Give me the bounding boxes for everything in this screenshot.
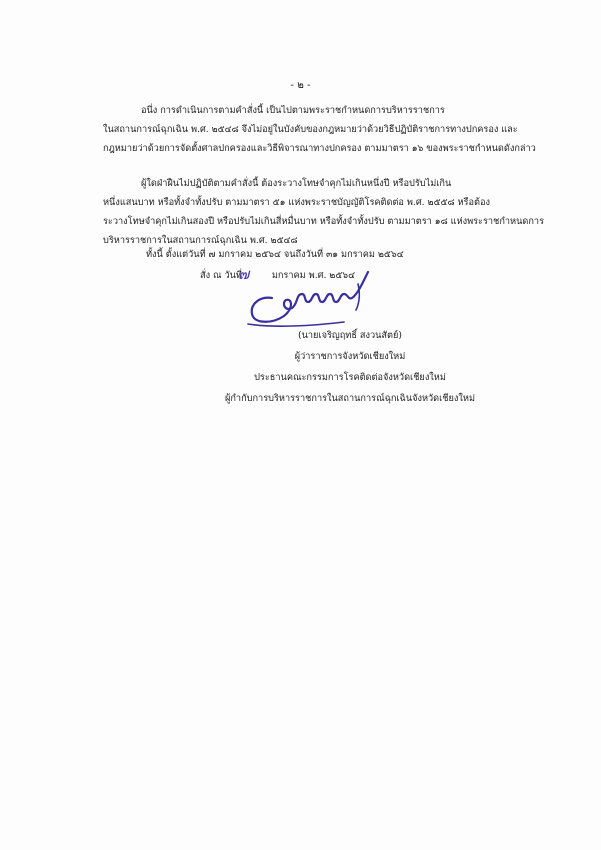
handwritten-signature — [232, 262, 382, 332]
paragraph-line: บริหารราชการในสถานการณ์ฉุกเฉิน พ.ศ. ๒๕๔๘ — [103, 235, 298, 246]
signer-title: ประธานคณะกรรมการโรคติดต่อจังหวัดเชียงใหม่ — [254, 372, 446, 383]
order-date-suffix: มกราคม พ.ศ. ๒๕๖๔ — [271, 270, 356, 281]
paragraph-line: ในสถานการณ์ฉุกเฉิน พ.ศ. ๒๕๔๘ จึงไม่อยู่ในบังคับของกฎหมายว่าด้วยวิธีปฏิบัติราชการทางปกครอง และ — [103, 124, 518, 135]
paragraph-line: ผู้ใดฝ่าฝืนไม่ปฏิบัติตามคำสั่งนี้ ต้องระวางโทษจำคุกไม่เกินหนึ่งปี หรือปรับไม่เกิน — [141, 178, 452, 189]
handwritten-day: ๗ — [238, 265, 250, 283]
order-date-prefix: สั่ง ณ วันที่ — [200, 270, 242, 281]
paragraph-line: กฎหมายว่าด้วยการจัดตั้งศาลปกครองและวิธีพิจารณาทางปกครอง ตามมาตรา ๑๖ ของพระราชกำหนดดังกล่าว — [103, 143, 536, 154]
paragraph-line: อนึ่ง การดำเนินการตามคำสั่งนี้ เป็นไปตามพระราชกำหนดการบริหารราชการ — [141, 105, 445, 116]
signer-name: (นายเจริญฤทธิ์ สงวนสัตย์) — [298, 330, 402, 341]
page-number: - ๒ - — [290, 80, 311, 91]
paragraph-line: ระวางโทษจำคุกไม่เกินสองปี หรือปรับไม่เกินสี่หมื่นบาท หรือทั้งจำทั้งปรับ ตามมาตรา ๑๘ แห่งพระราชกำหนดการ — [103, 216, 545, 227]
signer-block — [200, 325, 500, 409]
paragraph-penalty — [103, 174, 545, 250]
signer-title: ผู้กำกับการบริหารราชการในสถานการณ์ฉุกเฉินจังหวัดเชียงใหม่ — [224, 393, 475, 404]
paragraph-exemption — [103, 101, 536, 158]
signer-title: ผู้ว่าราชการจังหวัดเชียงใหม่ — [294, 351, 406, 362]
effective-date: ทั้งนี้ ตั้งแต่วันที่ ๗ มกราคม ๒๕๖๔ จนถึงวันที่ ๓๑ มกราคม ๒๕๖๔ — [146, 249, 404, 260]
paragraph-line: หนึ่งแสนบาท หรือทั้งจำทั้งปรับ ตามมาตรา ๕๑ แห่งพระราชบัญญัติโรคติดต่อ พ.ศ. ๒๕๕๘ หรือต้อง — [103, 197, 490, 208]
